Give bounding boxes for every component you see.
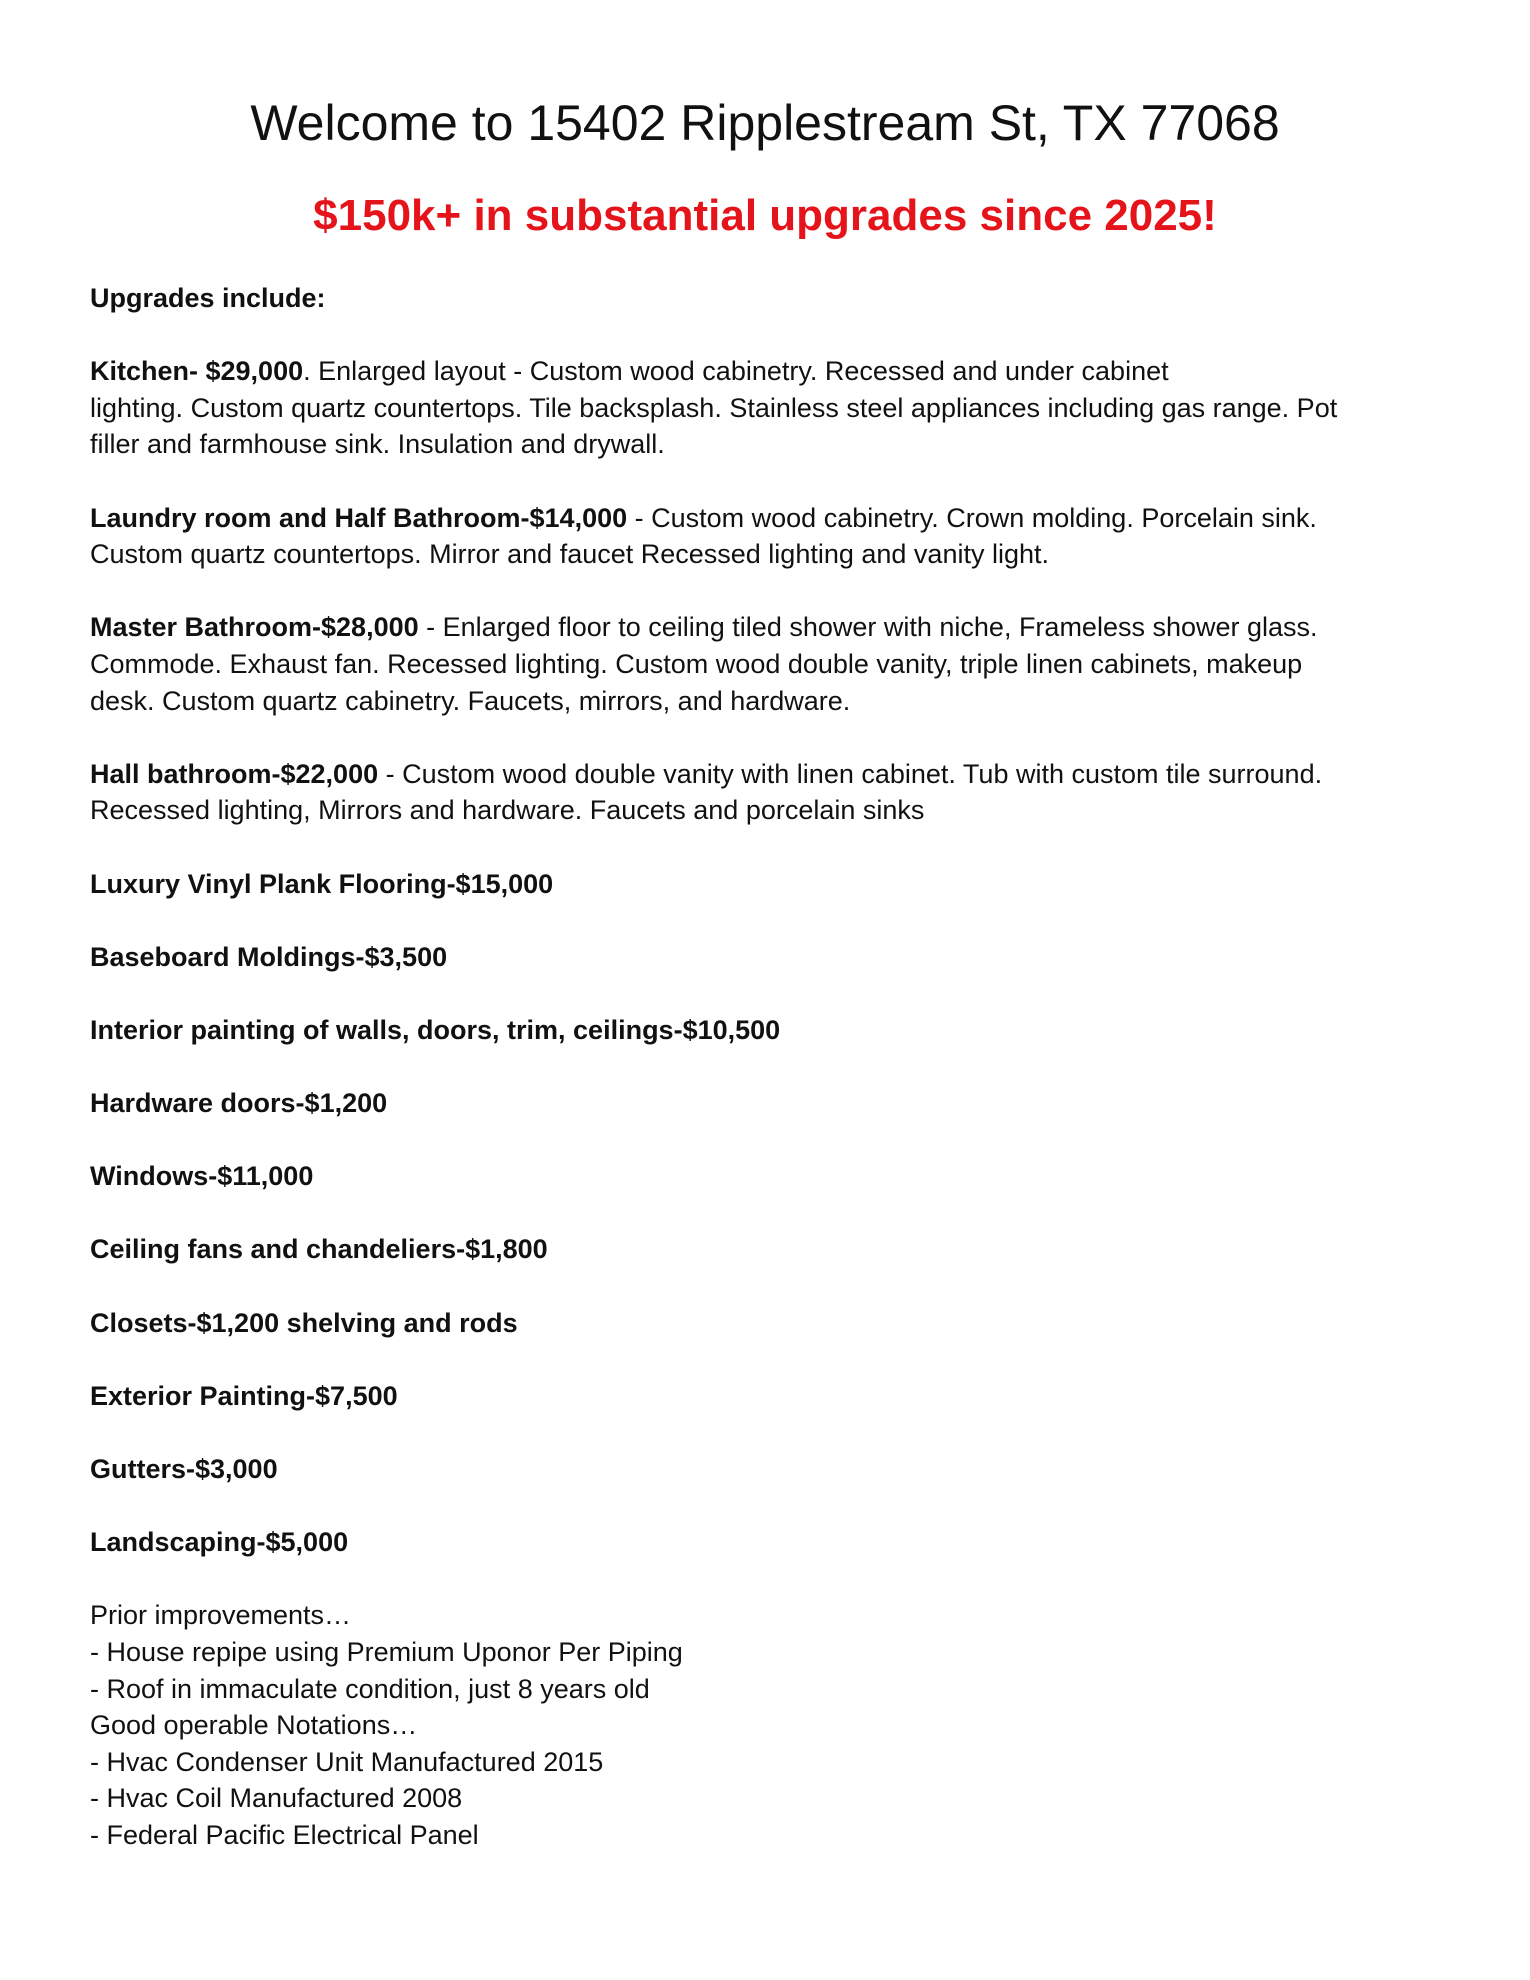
upgrade-item-windows: Windows-$11,000 — [90, 1161, 314, 1192]
upgrade-item-landscaping: Landscaping-$5,000 — [90, 1527, 349, 1558]
page-title: Welcome to 15402 Ripplestream St, TX 77068 — [250, 95, 1280, 151]
upgrade-item-hardware-doors: Hardware doors-$1,200 — [90, 1088, 388, 1119]
master-bath-text-2: Commode. Exhaust fan. Recessed lighting. Custom wood double vanity, triple linen cabinets, makeup — [90, 648, 1303, 679]
upgrade-item-flooring: Luxury Vinyl Plank Flooring-$15,000 — [90, 868, 554, 899]
upgrade-item-baseboard: Baseboard Moldings-$3,500 — [90, 941, 448, 972]
prior-note-1: - House repipe using Premium Uponor Per Piping — [90, 1636, 683, 1667]
laundry-text-2: Custom quartz countertops. Mirror and faucet Recessed lighting and vanity light. — [90, 539, 1049, 570]
operable-note-2: - Hvac Coil Manufactured 2008 — [90, 1783, 463, 1814]
operable-note-3: - Federal Pacific Electrical Panel — [90, 1819, 479, 1850]
kitchen-paragraph — [90, 353, 1450, 390]
upgrades-content — [90, 280, 1450, 1854]
operable-note-1: - Hvac Condenser Unit Manufactured 2015 — [90, 1746, 604, 1777]
upgrade-item-ceiling-fans: Ceiling fans and chandeliers-$1,800 — [90, 1234, 548, 1265]
master-bath-paragraph — [90, 609, 1450, 646]
upgrade-item-interior-painting: Interior painting of walls, doors, trim, ceilings-$10,500 — [90, 1014, 781, 1045]
operable-heading: Good operable Notations… — [90, 1710, 418, 1741]
prior-note-2: - Roof in immaculate condition, just 8 years old — [90, 1673, 650, 1704]
upgrades-intro: Upgrades include: — [90, 283, 326, 313]
hall-bath-text-2: Recessed lighting, Mirrors and hardware. Faucets and porcelain sinks — [90, 795, 925, 826]
kitchen-text-2: lighting. Custom quartz countertops. Tile backsplash. Stainless steel appliances including gas range. Pot — [90, 392, 1338, 423]
page-subtitle: $150k+ in substantial upgrades since 2025! — [313, 191, 1217, 240]
hall-bath-paragraph — [90, 756, 1450, 793]
upgrade-item-closets: Closets-$1,200 shelving and rods — [90, 1307, 518, 1338]
prior-heading: Prior improvements… — [90, 1600, 352, 1631]
laundry-label: Laundry room and Half Bathroom-$14,000 — [90, 502, 628, 533]
kitchen-text-1: . Enlarged layout - Custom wood cabinetry. Recessed and under cabinet — [303, 356, 1169, 387]
hall-bath-text-1: - Custom wood double vanity with linen cabinet. Tub with custom tile surround. — [378, 758, 1323, 789]
laundry-text-1: - Custom wood cabinetry. Crown molding. Porcelain sink. — [627, 502, 1317, 533]
upgrade-item-exterior-painting: Exterior Painting-$7,500 — [90, 1380, 398, 1411]
kitchen-text-3: filler and farmhouse sink. Insulation and drywall. — [90, 429, 665, 460]
master-bath-text-3: desk. Custom quartz cabinetry. Faucets, mirrors, and hardware. — [90, 685, 851, 716]
hall-bath-label: Hall bathroom-$22,000 — [90, 758, 379, 789]
kitchen-label: Kitchen- $29,000 — [90, 356, 304, 387]
master-bath-text-1: - Enlarged floor to ceiling tiled shower with niche, Frameless shower glass. — [418, 612, 1318, 643]
laundry-paragraph — [90, 500, 1450, 537]
upgrade-item-gutters: Gutters-$3,000 — [90, 1454, 278, 1484]
master-bath-label: Master Bathroom-$28,000 — [90, 612, 419, 643]
